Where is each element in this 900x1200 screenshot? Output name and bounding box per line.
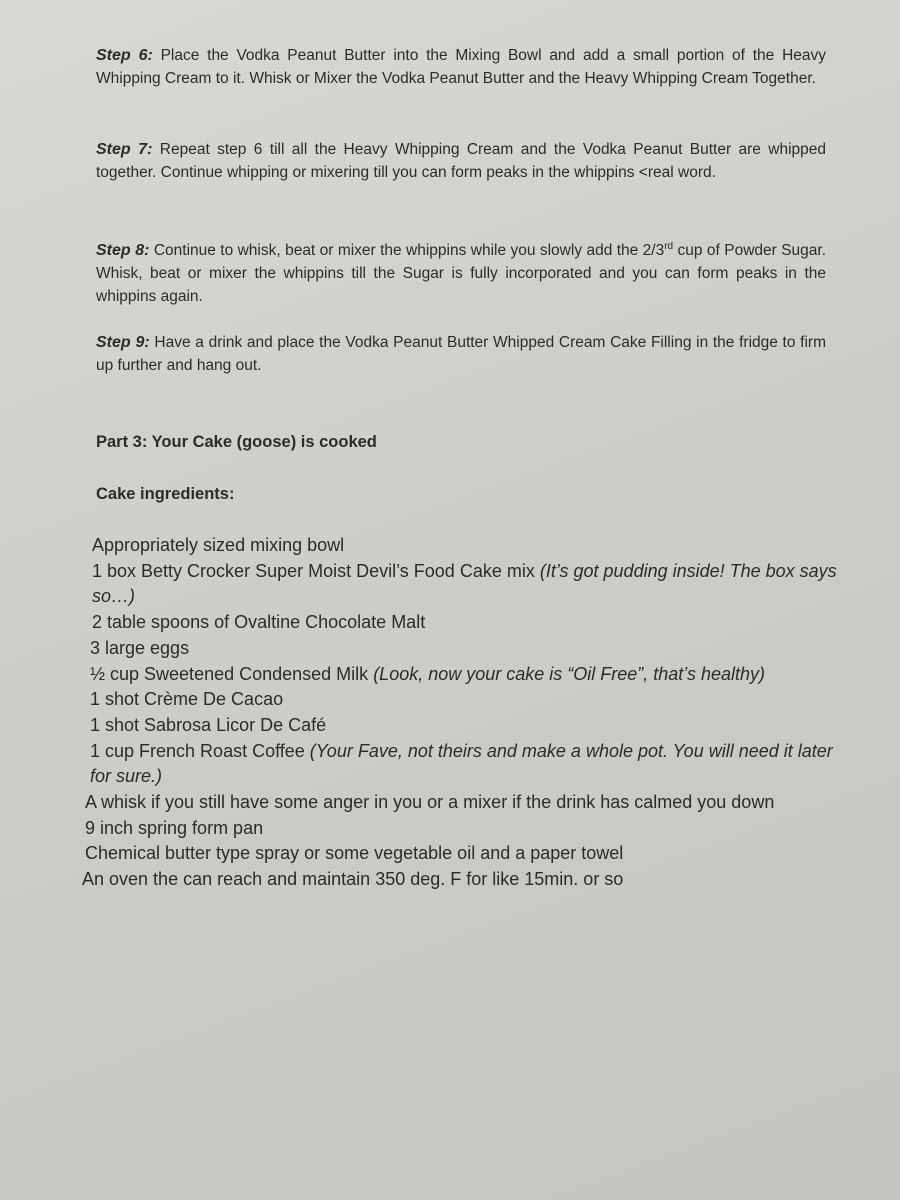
ingredient-item	[82, 841, 842, 867]
step-label: Step 8:	[96, 242, 150, 260]
ingredient-text: ½ cup Sweetened Condensed Milk	[90, 663, 374, 684]
step-text: Place the Vodka Peanut Butter into the Mixing Bowl and add a small portion of the Heavy Whipping Cream to it. Whisk or Mixer the Vodka Peanut Butter and the Heavy Whipping Cream Together.	[96, 47, 827, 87]
step-text: Repeat step 6 till all the Heavy Whipping Cream and the Vodka Peanut Butter are whipped together. Continue whipping or mixering till you can form peaks in the whippins <real word.	[96, 141, 827, 181]
ingredient-text: 1 shot Crème De Cacao	[90, 689, 284, 710]
ingredient-note: (Your Fave, not theirs and make a whole pot. You will need it later for sure.)	[90, 740, 833, 787]
ingredient-text: 2 table spoons of Ovaltine Chocolate Malt	[92, 612, 426, 633]
step-text: Have a drink and place the Vodka Peanut Butter Whipped Cream Cake Filling in the fridge to firm up further and hang out.	[96, 334, 826, 374]
step-text: Continue to whisk, beat or mixer the whippins while you slowly add the 2/3	[153, 242, 665, 260]
step-7	[96, 138, 826, 184]
ingredient-item	[82, 687, 842, 713]
ingredient-item	[82, 533, 842, 559]
ingredient-text: 9 inch spring form pan	[85, 817, 264, 838]
ingredient-text: 1 shot Sabrosa Licor De Café	[90, 714, 327, 735]
ingredient-item	[82, 790, 842, 816]
ingredient-item	[82, 816, 842, 842]
step-label: Step 9:	[96, 334, 150, 351]
step-8	[96, 235, 826, 308]
step-text-continued: cup of Powder Sugar. Whisk, beat or mixer the whippins till the Sugar is fully incorporated and you can form peaks in the whippins again.	[96, 242, 827, 306]
ingredient-item	[82, 636, 842, 662]
ingredient-text: Appropriately sized mixing bowl	[92, 535, 345, 555]
step-label: Step 6:	[96, 47, 153, 64]
ingredient-text: A whisk if you still have some anger in you or a mixer if the drink has calmed you down	[85, 792, 775, 813]
ingredient-item	[82, 713, 842, 739]
step-6	[96, 44, 826, 90]
ingredients-heading: Cake ingredients:	[96, 485, 235, 503]
ingredient-text: 3 large eggs	[90, 637, 190, 658]
ingredient-text: An oven the can reach and maintain 350 deg. F for like 15min. or so	[82, 869, 624, 890]
ingredient-note: (Look, now your cake is “Oil Free”, that’s healthy)	[373, 663, 766, 684]
ingredients-list	[82, 533, 842, 893]
part-3-heading: Part 3: Your Cake (goose) is cooked	[96, 433, 377, 451]
ingredient-item	[82, 610, 842, 636]
ingredient-item	[82, 662, 842, 688]
ingredient-item	[82, 867, 842, 893]
step-9	[96, 331, 826, 377]
ingredient-item	[82, 739, 842, 790]
ingredient-note: (It’s got pudding inside! The box says so…)	[92, 560, 837, 607]
ingredient-text: Chemical butter type spray or some vegetable oil and a paper towel	[85, 843, 624, 864]
ingredient-item	[82, 559, 842, 610]
ingredient-text: 1 cup French Roast Coffee	[90, 740, 310, 761]
ingredient-text: 1 box Betty Crocker Super Moist Devil’s Food Cake mix	[92, 560, 540, 581]
step-label: Step 7:	[96, 141, 153, 158]
ordinal-superscript: rd	[664, 241, 674, 252]
